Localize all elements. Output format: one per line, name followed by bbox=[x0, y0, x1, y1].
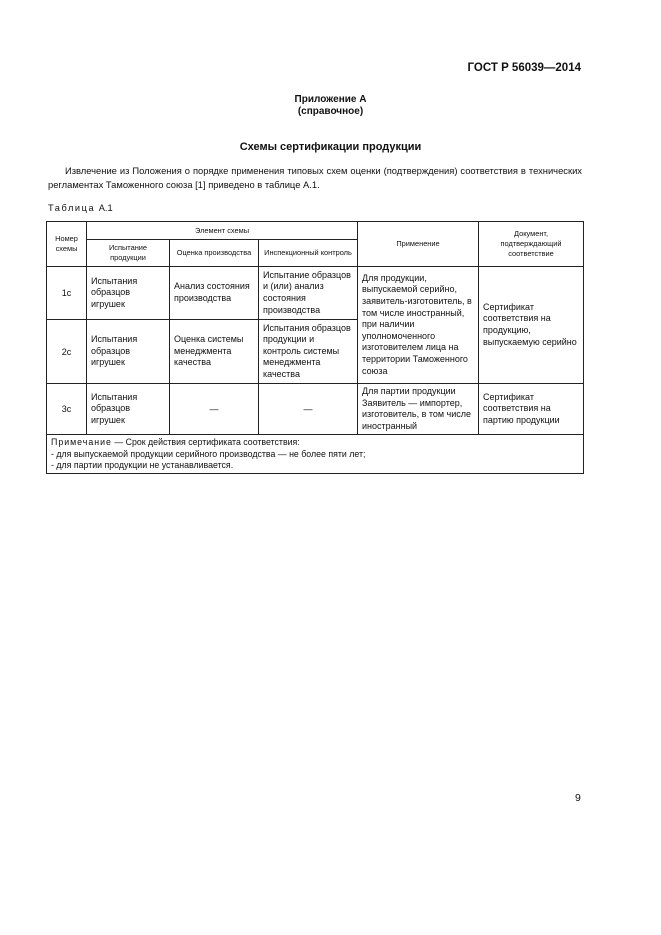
document-code: ГОСТ Р 56039—2014 bbox=[467, 62, 581, 74]
application-cell: Для партии продукции Заявитель — импортер, изготовитель, в том числе иностранный bbox=[358, 384, 479, 435]
scheme-number: 1с bbox=[47, 267, 87, 320]
table-caption-number: А.1 bbox=[98, 203, 113, 213]
table-caption bbox=[48, 203, 113, 213]
application-cell: Для продукции, выпускаемой серийно, заявитель-изготовитель, в том числе иностранный, при наличии уполномоченного изготовителем лица на территории Таможенного союза bbox=[358, 267, 479, 384]
production-assessment-cell: Оценка системы менеджмента качества bbox=[170, 320, 259, 384]
appendix-title: Приложение А bbox=[294, 94, 367, 105]
header-product-testing: Испытание продукции bbox=[87, 240, 170, 267]
note-item: - для партии продукции не устанавливается. bbox=[51, 459, 234, 470]
table-note-row bbox=[47, 435, 584, 474]
appendix-heading bbox=[0, 94, 661, 118]
header-production-assessment: Оценка производства bbox=[170, 240, 259, 267]
header-scheme-element: Элемент схемы bbox=[87, 222, 358, 240]
header-inspection-control: Инспекционный контроль bbox=[259, 240, 358, 267]
production-assessment-cell: — bbox=[170, 384, 259, 435]
page-number: 9 bbox=[575, 792, 581, 804]
inspection-control-cell: Испытания образцов продукции и контроль системы менеджмента качества bbox=[259, 320, 358, 384]
header-application: Применение bbox=[358, 222, 479, 267]
appendix-subtitle: (справочное) bbox=[297, 106, 364, 117]
table-caption-word: Таблица bbox=[48, 203, 96, 213]
table-row bbox=[47, 384, 584, 435]
intro-paragraph: Извлечение из Положения о порядке применения типовых схем оценки (подтверждения) соответствия в технических регламентах Таможенного союза [1] приведено в таблице А.1. bbox=[48, 165, 582, 190]
header-conformity-document: Документ, подтверждающий соответствие bbox=[479, 222, 584, 267]
scheme-number: 3с bbox=[47, 384, 87, 435]
note-heading bbox=[51, 437, 579, 448]
inspection-control-cell: — bbox=[259, 384, 358, 435]
table-header-row bbox=[47, 222, 584, 240]
production-assessment-cell: Анализ состояния производства bbox=[170, 267, 259, 320]
inspection-control-cell: Испытание образцов и (или) анализ состояния производства bbox=[259, 267, 358, 320]
table-note bbox=[47, 435, 584, 474]
conformity-document-cell: Сертификат соответствия на продукцию, выпускаемую серийно bbox=[479, 267, 584, 384]
certification-schemes-table bbox=[46, 221, 584, 474]
scheme-number: 2с bbox=[47, 320, 87, 384]
table-row bbox=[47, 267, 584, 320]
product-testing-cell: Испытания образцов игрушек bbox=[87, 267, 170, 320]
section-title: Схемы сертификации продукции bbox=[239, 141, 422, 153]
note-item: - для выпускаемой продукции серийного производства — не более пяти лет; bbox=[51, 448, 366, 459]
note-label: Примечание bbox=[51, 437, 112, 448]
note-text: — Срок действия сертификата соответствия: bbox=[114, 437, 300, 448]
product-testing-cell: Испытания образцов игрушек bbox=[87, 320, 170, 384]
header-scheme-number: Номер схемы bbox=[47, 222, 87, 267]
product-testing-cell: Испытания образцов игрушек bbox=[87, 384, 170, 435]
conformity-document-cell: Сертификат соответствия на партию продукции bbox=[479, 384, 584, 435]
